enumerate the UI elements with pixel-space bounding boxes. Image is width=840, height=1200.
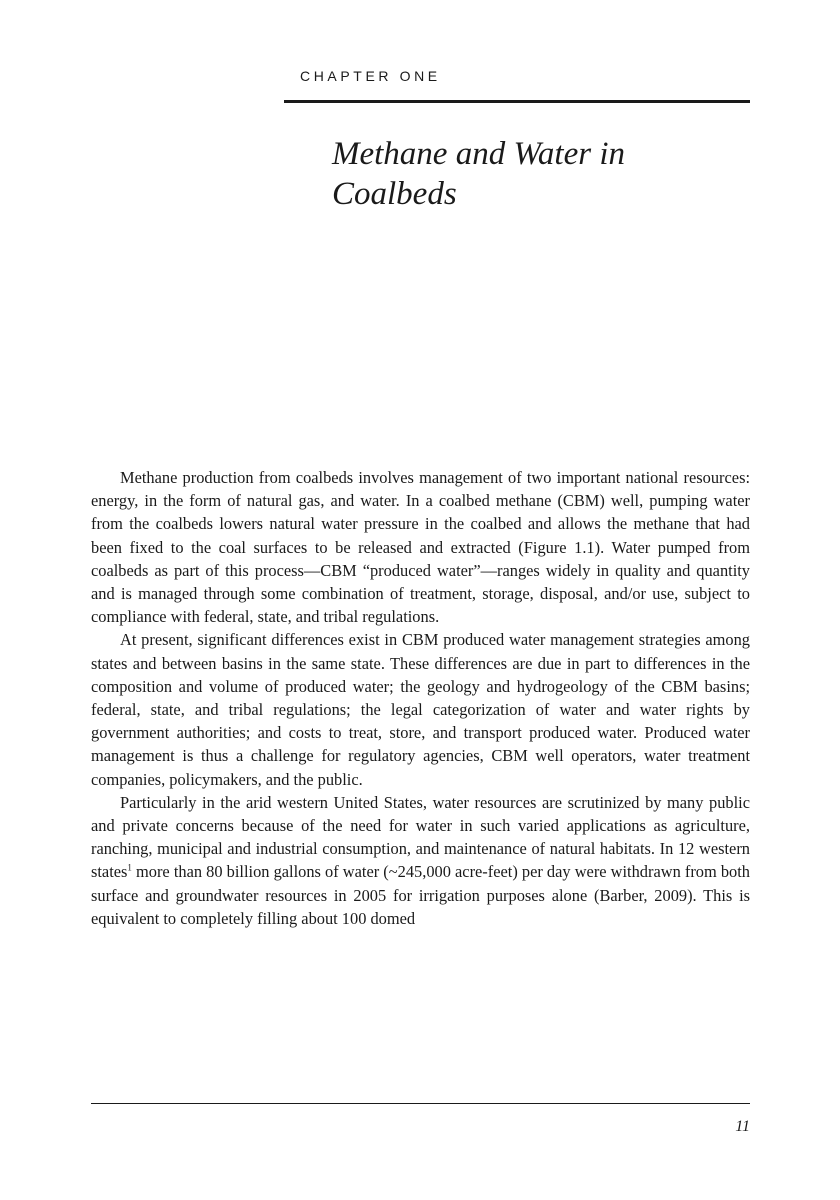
- paragraph-3: [91, 791, 750, 930]
- paragraph-1: Methane production from coalbeds involves management of two important national resources: energy, in the form of natural gas, and water. In a coalbed methane (CBM) well, pumping water from the coalbeds lowers natural water pressure in the coalbed and allows the methane that had been fixed to the coal surfaces to be released and extracted (Figure 1.1). Water pumped from coalbeds as part of this process—CBM “produced water”—ranges widely in quality and quantity and is managed through some combination of treatment, storage, disposal, and/or use, subject to compliance with federal, state, and tribal regulations.: [91, 468, 750, 627]
- chapter-rule: [284, 100, 750, 103]
- chapter-title-line-1: Methane and Water in: [332, 136, 625, 172]
- paragraph-3-text-b: more than 80 billion gallons of water (~245,000 acre-feet) per day were withdrawn from both surface and groundwater resources in 2005 for irrigation purposes alone (Barber, 2009). This is equivalent to completely filling about 100 domed: [91, 862, 750, 928]
- paragraph-3-text-a: Particularly in the arid western United States, water resources are scrutinized by many public and private concerns because of the need for water in such varied applications as agriculture, ranching, municipal and industrial consumption, and maintenance of natural habitats. In 12 western states: [91, 792, 750, 882]
- chapter-title-line-2: Coalbeds: [332, 176, 457, 212]
- page-number: 11: [735, 1118, 750, 1135]
- body-text: [91, 466, 750, 930]
- footer-rule: [91, 1103, 750, 1104]
- paragraph-2: At present, significant differences exist in CBM produced water management strategies among states and between basins in the same state. These differences are due in part to differences in the composition and volume of produced water; the geology and hydrogeology of the CBM basins; federal, state, and tribal regulations; the legal categorization of water and water rights by government authorities; and costs to treat, store, and transport produced water. Produced water management is thus a challenge for regulatory agencies, CBM well operators, water treatment companies, policymakers, and the public.: [91, 630, 750, 789]
- chapter-label: CHAPTER ONE: [300, 68, 441, 84]
- footnote-marker[interactable]: 1: [127, 862, 132, 873]
- chapter-title: [332, 134, 742, 214]
